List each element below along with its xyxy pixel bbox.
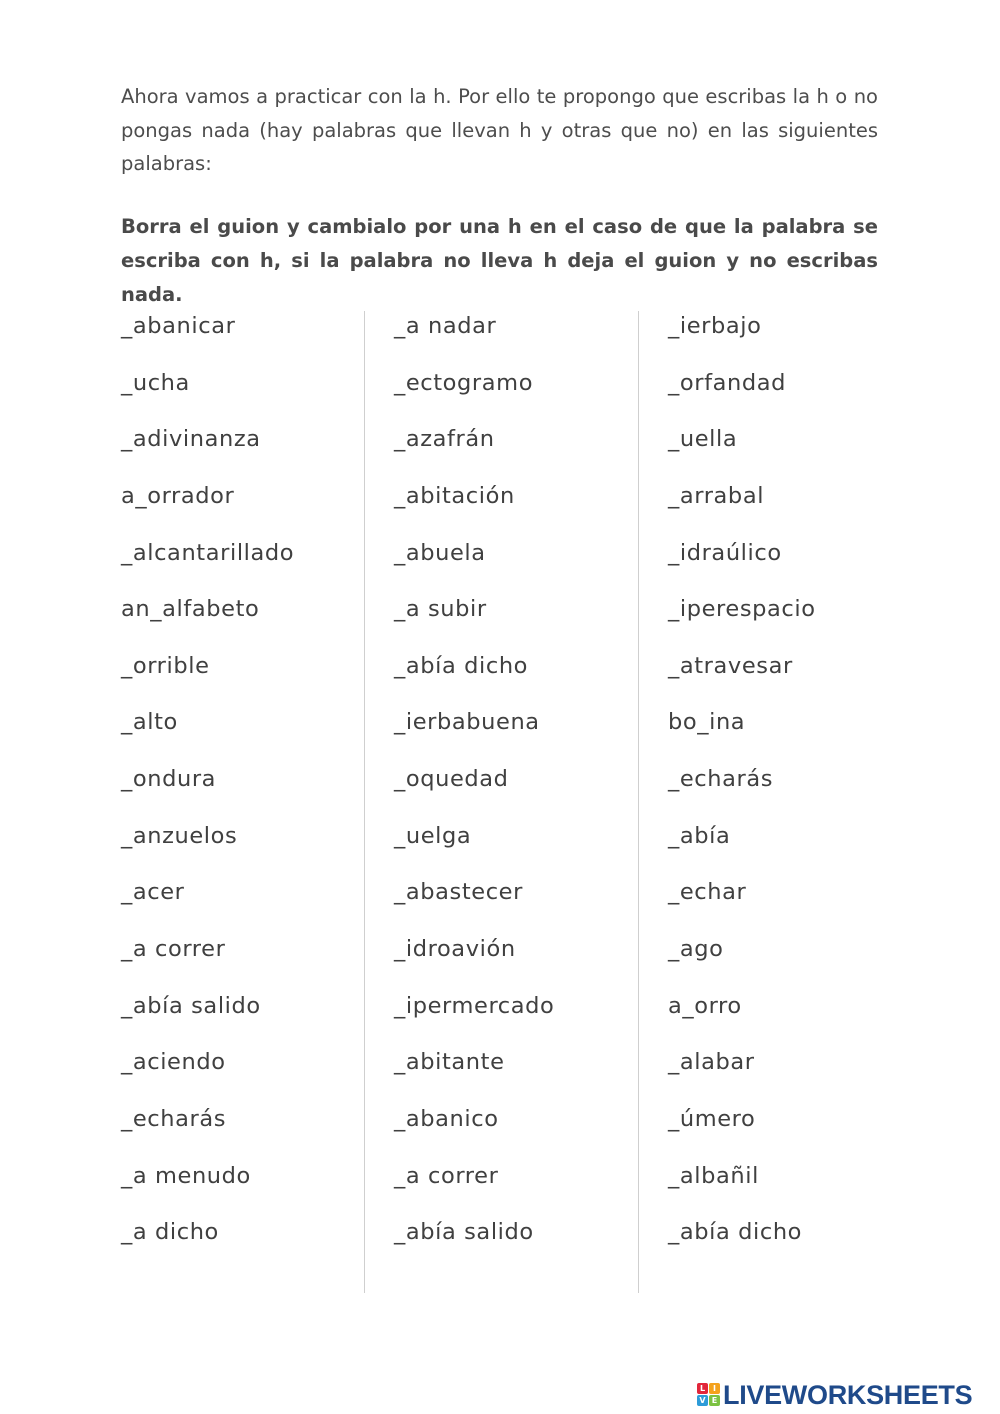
- word-column-1: [121, 305, 361, 1268]
- instruction-paragraph: Borra el guion y cambialo por una h en el caso de que la palabra se escriba con h, si la palabra no lleva h deja el guion y no escribas nada.: [121, 215, 878, 306]
- word-item[interactable]: _echar: [668, 879, 747, 906]
- word-item[interactable]: _úmero: [668, 1105, 756, 1132]
- word-item[interactable]: _abuela: [394, 539, 486, 566]
- column-divider: [364, 311, 365, 1293]
- word-item[interactable]: _a correr: [121, 936, 226, 963]
- word-item[interactable]: _azafrán: [394, 426, 495, 453]
- word-item[interactable]: _a correr: [394, 1162, 499, 1189]
- word-item[interactable]: _uelga: [394, 822, 472, 849]
- word-item[interactable]: _a menudo: [121, 1162, 251, 1189]
- word-item[interactable]: _echarás: [668, 766, 774, 793]
- word-item[interactable]: _a nadar: [394, 313, 497, 339]
- word-column-2: [394, 305, 634, 1268]
- word-item[interactable]: _ago: [668, 936, 724, 963]
- word-item[interactable]: bo_ina: [668, 709, 746, 736]
- word-item[interactable]: _idroavión: [394, 936, 516, 963]
- word-item[interactable]: _arrabal: [668, 482, 765, 509]
- word-item[interactable]: _oquedad: [394, 766, 509, 793]
- word-item[interactable]: _ondura: [121, 766, 217, 793]
- liveworksheets-logo-icon: L I V E: [697, 1383, 721, 1407]
- column-divider: [638, 311, 639, 1293]
- word-item[interactable]: a_orro: [668, 992, 742, 1019]
- word-item[interactable]: _abía salido: [121, 992, 261, 1019]
- word-item[interactable]: _idraúlico: [668, 539, 782, 566]
- word-item[interactable]: _abitación: [394, 482, 515, 509]
- word-item[interactable]: _ucha: [121, 369, 190, 396]
- word-item[interactable]: _adivinanza: [121, 426, 261, 453]
- word-item[interactable]: _abanicar: [121, 313, 236, 339]
- word-item[interactable]: _alto: [121, 709, 178, 736]
- word-item[interactable]: _a subir: [394, 596, 487, 623]
- word-item[interactable]: _abanico: [394, 1105, 499, 1132]
- word-item[interactable]: _ierbajo: [668, 313, 762, 339]
- word-item[interactable]: _ipermercado: [394, 992, 555, 1019]
- liveworksheets-brand: [697, 1381, 972, 1409]
- word-item[interactable]: _abía salido: [394, 1219, 534, 1246]
- word-item[interactable]: a_orrador: [121, 482, 235, 509]
- word-item[interactable]: _abía dicho: [394, 652, 529, 679]
- word-item[interactable]: _uella: [668, 426, 738, 453]
- word-item[interactable]: _abastecer: [394, 879, 523, 906]
- word-item[interactable]: _albañil: [668, 1162, 759, 1189]
- word-item[interactable]: _abía: [668, 822, 731, 849]
- intro-paragraph: Ahora vamos a practicar con la h. Por ello te propongo que escribas la h o no pongas nada (hay palabras que llevan h y otras que no) en las siguientes palabras:: [121, 85, 878, 175]
- word-item[interactable]: _ectogramo: [394, 369, 534, 396]
- word-item[interactable]: _orrible: [121, 652, 210, 679]
- word-item[interactable]: _ierbabuena: [394, 709, 540, 736]
- word-item[interactable]: _alabar: [668, 1049, 755, 1076]
- word-item[interactable]: _anzuelos: [121, 822, 238, 849]
- word-item[interactable]: _abía dicho: [668, 1219, 803, 1246]
- brand-wordmark: LIVEWORKSHEETS: [723, 1380, 973, 1410]
- word-item[interactable]: _echarás: [121, 1105, 227, 1132]
- word-item[interactable]: _atravesar: [668, 652, 793, 679]
- word-column-3: [668, 305, 908, 1268]
- word-item[interactable]: _iperespacio: [668, 596, 816, 623]
- word-item[interactable]: _orfandad: [668, 369, 786, 396]
- word-item[interactable]: _abitante: [394, 1049, 505, 1076]
- word-item[interactable]: _alcantarillado: [121, 539, 295, 566]
- word-item[interactable]: _acer: [121, 879, 185, 906]
- word-item[interactable]: an_alfabeto: [121, 596, 260, 623]
- word-item[interactable]: _a dicho: [121, 1219, 219, 1246]
- word-item[interactable]: _aciendo: [121, 1049, 226, 1076]
